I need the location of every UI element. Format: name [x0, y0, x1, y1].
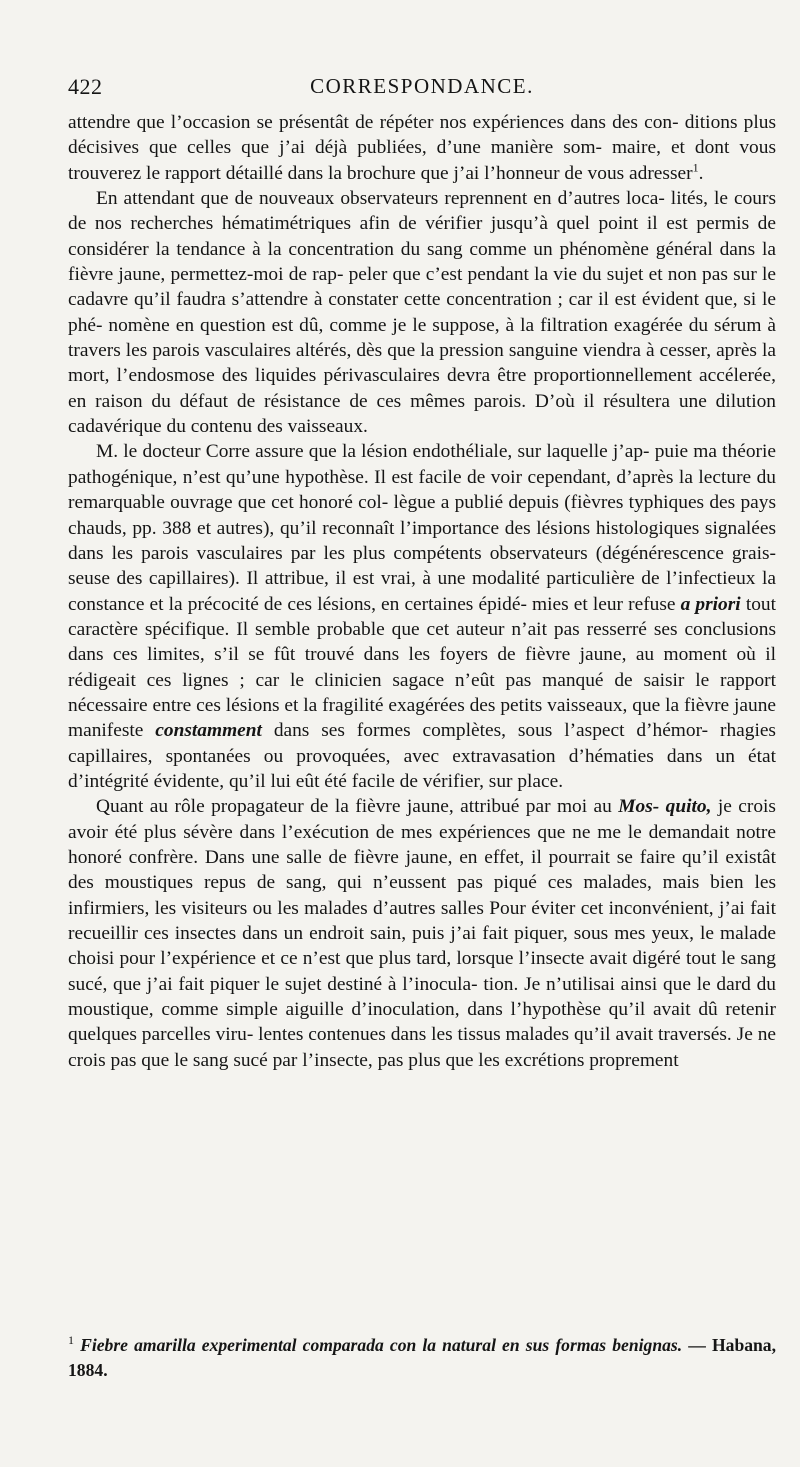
footnote-mark: 1	[68, 1333, 74, 1347]
footnote-title: Fiebre amarilla experimental comparada con la natural en sus formas benignas.	[80, 1334, 683, 1355]
paragraph-3	[68, 439, 776, 794]
body-text	[68, 110, 776, 1073]
paragraph-4	[68, 794, 776, 1073]
italic-mosquito: Mos- quito,	[618, 796, 712, 818]
paragraph-3-text-b: tout caractère spécifique. Il semble probable que cet auteur n’ait pas resserré ses conclusions dans ces limites, s’il se fût trouvé dans les foyers de fièvre jaune, au moment où il rédigeait ces lignes ; car le clinicien sagace n’eût pas manqué de saisir le rapport nécessaire entre ces lésions et la fragilité exagérées des petits vaisseaux, que la fièvre jaune manifeste	[68, 593, 776, 742]
running-title: CORRESPONDANCE.	[310, 74, 534, 98]
italic-a-priori: a priori	[680, 593, 741, 615]
paragraph-2: En attendant que de nouveaux observateurs reprennent en d’autres loca- lités, le cours de nos recherches hématimétriques afin de vérifier jusqu’à quel point il est permis de considérer la tendance à la concentration du sang comme un phénomène général dans la fièvre jaune, permettez-moi de rap- peler que c’est pendant la vie du sujet et non pas sur le cadavre qu’il faudra s’attendre à constater cette concentration ; car il est évident que, si le phé- nomène en question est dû, comme je le suppose, à la filtration exagérée du sérum à travers les parois vasculaires altérés, dès que la pression sanguine viendra à cesser, après la mort, l’endosmose des liquides périvasculaires devra être proportionnellement accélerée, en raison du défaut de résistance de ces mêmes parois. D’où il résultera une dilution cadavérique du contenu des vaisseaux.	[68, 188, 776, 438]
footnote-reference: 1	[692, 160, 699, 175]
paragraph-1	[68, 110, 776, 186]
paragraph-3-text-c: dans ses formes complètes, sous l’aspect d’hémor- rhagies capillaires, spontanées ou provoquées, avec extravasation d’hématies dans un état d’intégrité évidente, qu’il lui eût été facile de vérifier, sur place.	[68, 720, 776, 792]
paragraph-4-text-a: Quant au rôle propagateur de la fièvre jaune, attribué par moi au	[96, 796, 612, 818]
paragraph-1-text: attendre que l’occasion se présentât de répéter nos expériences dans des con- ditions plus décisives que celles que j’ai déjà publiées, d’une manière som- maire, et dont vous trouverez le rapport détaillé dans la brochure que j’ai l’honneur de vous adresser	[68, 112, 776, 184]
paragraph-4-text-b: je crois avoir été plus sévère dans l’exécution de mes expériences que ne me le demandait notre honoré confrère. Dans une salle de fièvre jaune, en effet, il pourrait se faire qu’il existât des moustiques repus de sang, qui n’eussent pas piqué ces malades, mais bien les infirmiers, les visiteurs ou les malades d’autres salles Pour éviter cet inconvénient, j’ai fait recueillir ces insectes dans un endroit sain, puis j’ai fait piquer, sous mes yeux, le malade choisi pour l’expérience et ce n’est que plus tard, lorsque l’insecte avait digéré tout le sang sucé, que j’ai fait piquer le sujet destiné à l’inocula- tion. Je n’utilisai ainsi que le dard du moustique, comme simple aiguille d’inoculation, dans l’hypothèse qu’il avait dû retenir quelques parcelles viru- lentes contenues dans les tissus malades qu’il avait traversés. Je ne crois pas que le sang sucé par l’insecte, pas plus que les excrétions proprement	[68, 796, 776, 1071]
italic-constamment: constamment	[155, 720, 262, 742]
running-header	[68, 72, 776, 102]
footnote-tail: — Habana, 1884.	[68, 1334, 777, 1380]
paragraph-3-text-a: M. le docteur Corre assure que la lésion endothéliale, sur laquelle j’ap- puie ma théorie pathogénique, n’est qu’une hypothèse. Il est facile de voir cependant, d’après la lecture du remarquable ouvrage que cet honoré col- lègue a publié depuis (fièvres typhiques des pays chauds, pp. 388 et autres), qu’il reconnaît l’importance des lésions histologiques signalées dans les parois vasculaires par les plus compétents observateurs (dégénérescence grais- seuse des capillaires). Il attribue, il est vrai, à une modalité particulière de l’infectieux la constance et la précocité de ces lésions, en certaines épidé- mies et leur refuse	[68, 441, 776, 615]
paragraph-1-end: .	[698, 162, 704, 184]
footnote	[68, 1328, 776, 1383]
page-number: 422	[68, 74, 103, 99]
